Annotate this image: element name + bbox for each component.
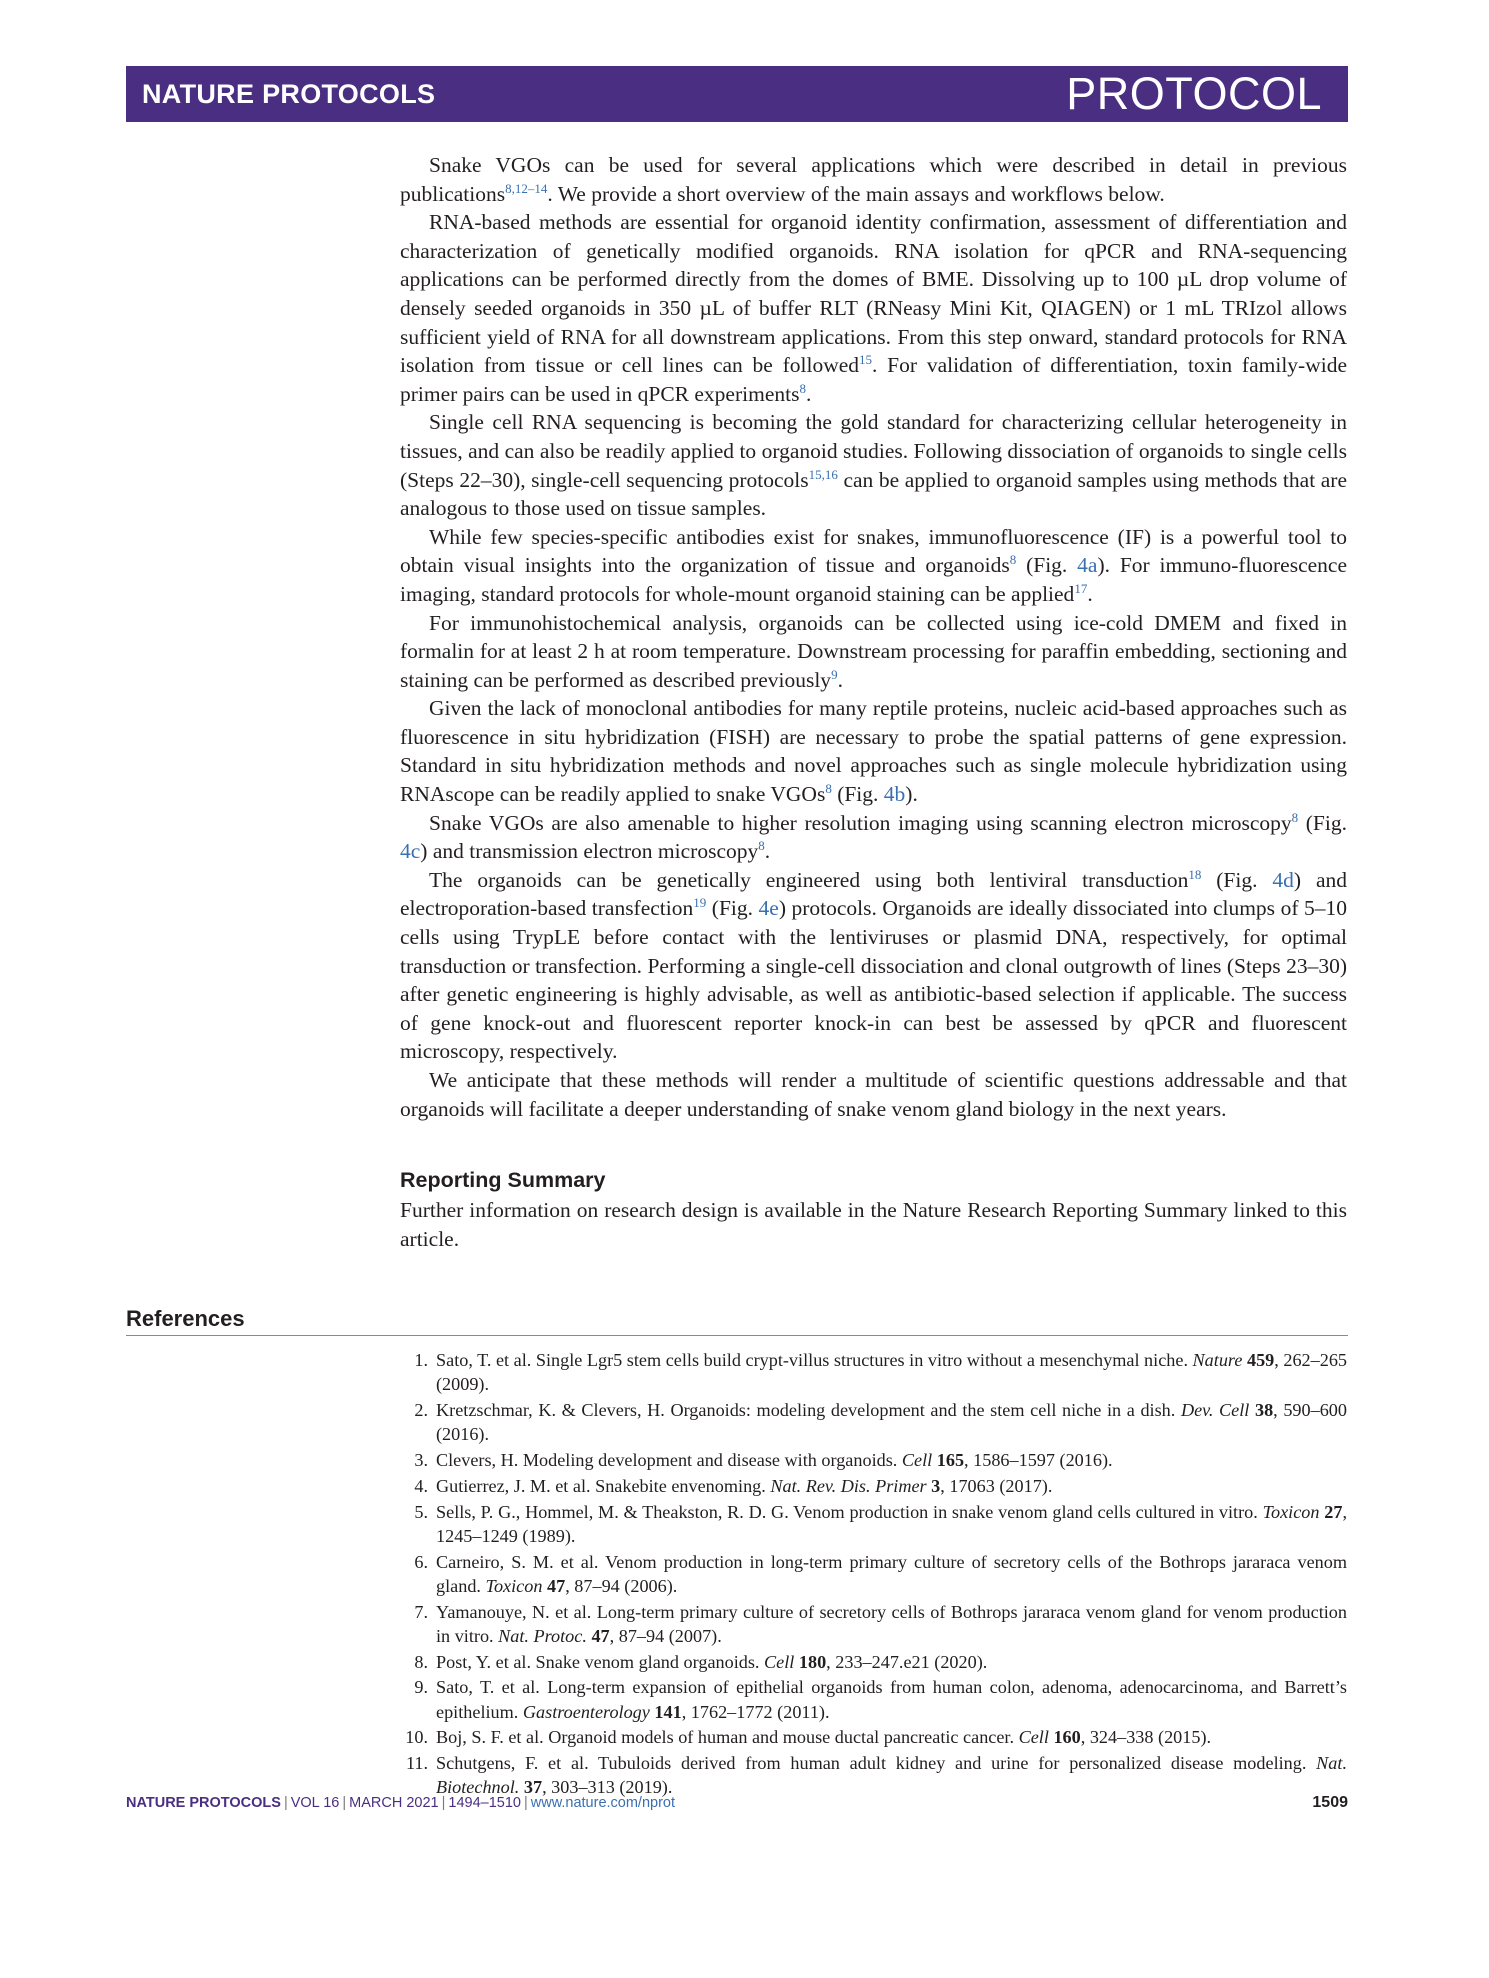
reference-text: Sells, P. G., Hommel, M. & Theakston, R. D. G. Venom production in snake venom gland cells cultured in vitro. bbox=[436, 1501, 1263, 1522]
reference-item bbox=[400, 1398, 1347, 1446]
reference-text: , 324–338 (2015). bbox=[1080, 1727, 1212, 1748]
page-footer: NATURE PROTOCOLS | VOL 16 | MARCH 2021 | 1494–1510 | www.nature.com/nprot 1509 bbox=[126, 1794, 1348, 1811]
text-run: . bbox=[1087, 581, 1093, 606]
reference-text: , 87–94 (2007). bbox=[609, 1625, 722, 1646]
reference-text: , 590–600 (2016). bbox=[436, 1400, 1347, 1445]
reference-text: , 233–247.e21 (2020). bbox=[826, 1651, 988, 1672]
reference-text: Schutgens, F. et al. Tubuloids derived from human adult kidney and urine for personalized disease modeling. bbox=[436, 1753, 1317, 1774]
reference-number: 9. bbox=[414, 1677, 428, 1698]
text-run: The organoids can be genetically engineered using both lentiviral transduction bbox=[429, 867, 1189, 892]
figure-link[interactable]: 4b bbox=[883, 782, 906, 807]
text-run: (Fig. bbox=[831, 782, 884, 807]
body-paragraph bbox=[400, 408, 1347, 522]
reference-number: 7. bbox=[414, 1601, 428, 1622]
citation-link[interactable]: 15,16 bbox=[808, 466, 838, 482]
reference-text: , 17063 (2017). bbox=[940, 1475, 1053, 1496]
figure-link[interactable]: 4a bbox=[1077, 553, 1098, 578]
citation-link[interactable]: 15 bbox=[859, 352, 873, 368]
text-run: . bbox=[764, 839, 771, 864]
text-run: While few species-specific antibodies exist for snakes, immunofluorescence (IF) is a powerful tool to obtain visual insights into the organization of tissue and organoids bbox=[400, 524, 1347, 578]
reference-text: Yamanouye, N. et al. Long-term primary culture of secretory cells of Bothrops jararaca venom gland for venom production in vitro. bbox=[436, 1601, 1347, 1646]
reference-journal: Nat. Rev. Dis. Primer bbox=[770, 1475, 927, 1496]
reference-number: 4. bbox=[414, 1475, 428, 1496]
text-run: Single cell RNA sequencing is becoming the gold standard for characterizing cellular heterogeneity in tissues, and can also be readily applied to organoid studies. Following dissociation of organoids to single cells (Steps 22–30), single-cell sequencing protocols bbox=[400, 410, 1347, 492]
figure-link[interactable]: 4c bbox=[400, 839, 421, 864]
text-run: . bbox=[837, 667, 843, 692]
reference-number: 10. bbox=[405, 1727, 428, 1748]
text-run: ) and transmission electron microscopy bbox=[420, 839, 759, 864]
reference-journal: Cell bbox=[901, 1450, 933, 1470]
reference-number: 1. bbox=[414, 1350, 428, 1370]
reference-text: , 87–94 (2006). bbox=[565, 1575, 678, 1596]
text-run: ) and electroporation-based transfection bbox=[400, 867, 1347, 921]
reporting-summary-text: Further information on research design is available in the Nature Research Reporting Summary linked to this article. bbox=[400, 1198, 1347, 1251]
reference-volume: 47 bbox=[591, 1625, 610, 1646]
body-paragraph bbox=[400, 523, 1347, 609]
header-bar bbox=[126, 66, 1348, 122]
reference-journal: Nat. Protoc. bbox=[498, 1625, 587, 1646]
body-paragraph bbox=[400, 809, 1347, 866]
footer-journal: NATURE PROTOCOLS bbox=[126, 1795, 281, 1811]
text-run: can be applied to organoid samples using methods that are analogous to those used on tissue samples. bbox=[400, 467, 1347, 521]
reference-journal: Gastroenterology bbox=[522, 1701, 650, 1722]
reference-journal: Dev. Cell bbox=[1180, 1400, 1250, 1420]
citation-link[interactable]: 18 bbox=[1188, 866, 1202, 882]
reference-text: Kretzschmar, K. & Clevers, H. Organoids: modeling development and the stem cell niche in a dish. bbox=[436, 1400, 1181, 1420]
reference-text: Clevers, H. Modeling development and disease with organoids. bbox=[436, 1450, 902, 1470]
citation-link[interactable]: 8 bbox=[758, 838, 765, 854]
reference-text: Post, Y. et al. Snake venom gland organoids. bbox=[436, 1651, 765, 1672]
text-run: Given the lack of monoclonal antibodies for many reptile proteins, nucleic acid-based approaches such as fluorescence in situ hybridization (FISH) are necessary to probe the spatial patterns of gene expression. Standard in situ hybridization methods and novel approaches such as single molecule hybridization using RNAscope can be readily applied to snake VGOs bbox=[400, 696, 1347, 807]
footer-date: MARCH 2021 bbox=[349, 1795, 439, 1811]
figure-link[interactable]: 4d bbox=[1272, 867, 1294, 892]
reference-item bbox=[400, 1348, 1347, 1396]
text-run: We anticipate that these methods will render a multitude of scientific questions addressable and that organoids will facilitate a deeper understanding of snake venom gland biology in the next years. bbox=[400, 1068, 1347, 1121]
text-run: . We provide a short overview of the main assays and workflows below. bbox=[547, 181, 1165, 206]
footer-volume: VOL 16 bbox=[290, 1795, 340, 1811]
text-run: Snake VGOs can be used for several applications which were described in detail in previous publications bbox=[400, 153, 1347, 206]
body-paragraph bbox=[400, 609, 1347, 695]
reference-volume: 27 bbox=[1324, 1501, 1343, 1522]
text-run: (Fig. bbox=[1201, 867, 1273, 892]
reference-list bbox=[400, 1348, 1347, 1801]
reference-volume: 38 bbox=[1254, 1400, 1274, 1420]
reference-volume: 180 bbox=[798, 1651, 827, 1672]
text-run: For immunohistochemical analysis, organoids can be collected using ice-cold DMEM and fixed in formalin for at least 2 h at room temperature. Downstream processing for paraffin embedding, sectioning and staining can be performed as described previously bbox=[400, 610, 1347, 692]
reference-item bbox=[400, 1725, 1347, 1749]
body-paragraph bbox=[400, 208, 1347, 408]
reference-text: , 262–265 (2009). bbox=[436, 1350, 1348, 1395]
reporting-summary-heading: Reporting Summary bbox=[400, 1168, 606, 1192]
reference-item bbox=[400, 1448, 1347, 1472]
reference-text: Sato, T. et al. Long-term expansion of epithelial organoids from human colon, adenoma, adenocarcinoma, and Barrett’s epithelium. bbox=[436, 1677, 1347, 1722]
text-run: (Fig. bbox=[1298, 810, 1347, 835]
reference-text: , 1762–1772 (2011). bbox=[681, 1701, 830, 1722]
reference-item bbox=[400, 1550, 1347, 1598]
citation-link[interactable]: 19 bbox=[693, 895, 707, 911]
citation-link[interactable]: 17 bbox=[1074, 580, 1088, 596]
reference-item bbox=[400, 1500, 1347, 1548]
reference-volume: 160 bbox=[1053, 1727, 1081, 1748]
reference-volume: 165 bbox=[936, 1450, 965, 1470]
reference-text: , 303–313 (2019). bbox=[542, 1777, 673, 1798]
text-run: Snake VGOs are also amenable to higher resolution imaging using scanning electron microscopy bbox=[429, 810, 1292, 835]
figure-link[interactable]: 4e bbox=[758, 896, 779, 921]
reference-number: 2. bbox=[414, 1400, 428, 1420]
reference-journal: Toxicon bbox=[485, 1575, 543, 1596]
body-paragraph bbox=[400, 1066, 1347, 1123]
reference-text: Sato, T. et al. Single Lgr5 stem cells build crypt-villus structures in vitro without a mesenchymal niche. bbox=[436, 1350, 1193, 1370]
page-number: 1509 bbox=[1312, 1794, 1348, 1811]
reference-volume: 141 bbox=[654, 1701, 682, 1722]
reference-number: 3. bbox=[414, 1450, 428, 1470]
reference-text: Gutierrez, J. M. et al. Snakebite envenoming. bbox=[436, 1475, 771, 1496]
article-type: PROTOCOL bbox=[1066, 68, 1322, 119]
journal-name: NATURE PROTOCOLS bbox=[142, 79, 436, 109]
reference-volume: 37 bbox=[523, 1777, 543, 1798]
body-paragraph bbox=[400, 866, 1347, 1066]
reference-volume: 47 bbox=[547, 1575, 566, 1596]
text-run: . bbox=[805, 381, 812, 406]
reference-item bbox=[400, 1600, 1347, 1648]
reference-item bbox=[400, 1675, 1347, 1723]
reference-number: 6. bbox=[414, 1551, 428, 1572]
reference-item bbox=[400, 1751, 1347, 1799]
reference-item bbox=[400, 1474, 1347, 1498]
citation-link[interactable]: 9 bbox=[831, 666, 838, 682]
text-run: (Fig. bbox=[1016, 553, 1078, 578]
reference-number: 5. bbox=[414, 1501, 428, 1522]
reference-journal: Nature bbox=[1192, 1350, 1243, 1370]
body-paragraph bbox=[400, 694, 1347, 808]
reference-number: 11. bbox=[405, 1753, 428, 1774]
reference-journal: Cell bbox=[764, 1651, 795, 1672]
reference-journal: Cell bbox=[1018, 1727, 1049, 1748]
citation-link[interactable]: 8 bbox=[825, 781, 832, 797]
text-run: ) protocols. Organoids are ideally dissociated into clumps of 5–10 cells using TrypLE before contact with the lentiviruses or plasmid DNA, respectively, for optimal transduction or transfection. Performing a single-cell dissociation and clonal outgrowth of lines (Steps 23–30) after genetic engineering is highly advisable, as well as antibiotic-based selection if applicable. The success of gene knock-out and fluorescent reporter knock-in can best be assessed by qPCR and fluorescent microscopy, respectively. bbox=[400, 896, 1348, 1064]
references-divider bbox=[126, 1335, 1348, 1336]
references-heading: References bbox=[126, 1306, 245, 1331]
body-text bbox=[400, 151, 1347, 1123]
reference-text: , 1586–1597 (2016). bbox=[964, 1450, 1113, 1470]
text-run: (Fig. bbox=[706, 896, 759, 921]
body-paragraph bbox=[400, 151, 1347, 208]
reference-text: Boj, S. F. et al. Organoid models of human and mouse ductal pancreatic cancer. bbox=[436, 1727, 1019, 1748]
citation-link[interactable]: 8 bbox=[799, 380, 806, 396]
reference-journal: Toxicon bbox=[1262, 1501, 1320, 1522]
footer-url-link[interactable]: www.nature.com/nprot bbox=[530, 1795, 676, 1811]
reference-volume: 3 bbox=[931, 1475, 941, 1496]
text-run: . For validation of differentiation, toxin family-wide primer pairs can be used in qPCR experiments bbox=[400, 353, 1347, 406]
reference-volume: 459 bbox=[1246, 1350, 1275, 1370]
text-run: ). For immuno-fluorescence imaging, standard protocols for whole-mount organoid staining can be applied bbox=[400, 553, 1348, 606]
text-run: RNA-based methods are essential for organoid identity confirmation, assessment of differentiation and characterization of genetically modified organoids. RNA isolation for qPCR and RNA-sequencing applications can be performed directly from the domes of BME. Dissolving up to 100 µL drop volume of densely seeded organoids in 350 µL of buffer RLT (RNeasy Mini Kit, QIAGEN) or 1 mL TRIzol allows sufficient yield of RNA for all downstream applications. From this step onward, standard protocols for RNA isolation from tissue or cell lines can be followed bbox=[400, 210, 1347, 378]
reference-number: 8. bbox=[414, 1651, 428, 1672]
citation-link[interactable]: 8 bbox=[1009, 552, 1017, 568]
reference-text: , 1245–1249 (1989). bbox=[436, 1501, 1347, 1546]
reference-item bbox=[400, 1650, 1347, 1674]
footer-pages: 1494–1510 bbox=[448, 1795, 521, 1811]
citation-link[interactable]: 8 bbox=[1291, 809, 1299, 825]
citation-link[interactable]: 8,12–14 bbox=[505, 180, 548, 196]
reference-journal: Nat. Biotechnol. bbox=[436, 1753, 1347, 1798]
text-run: ). bbox=[905, 782, 918, 807]
reference-text: Carneiro, S. M. et al. Venom production in long-term primary culture of secretory cells of the Bothrops jararaca venom gland. bbox=[436, 1551, 1347, 1596]
